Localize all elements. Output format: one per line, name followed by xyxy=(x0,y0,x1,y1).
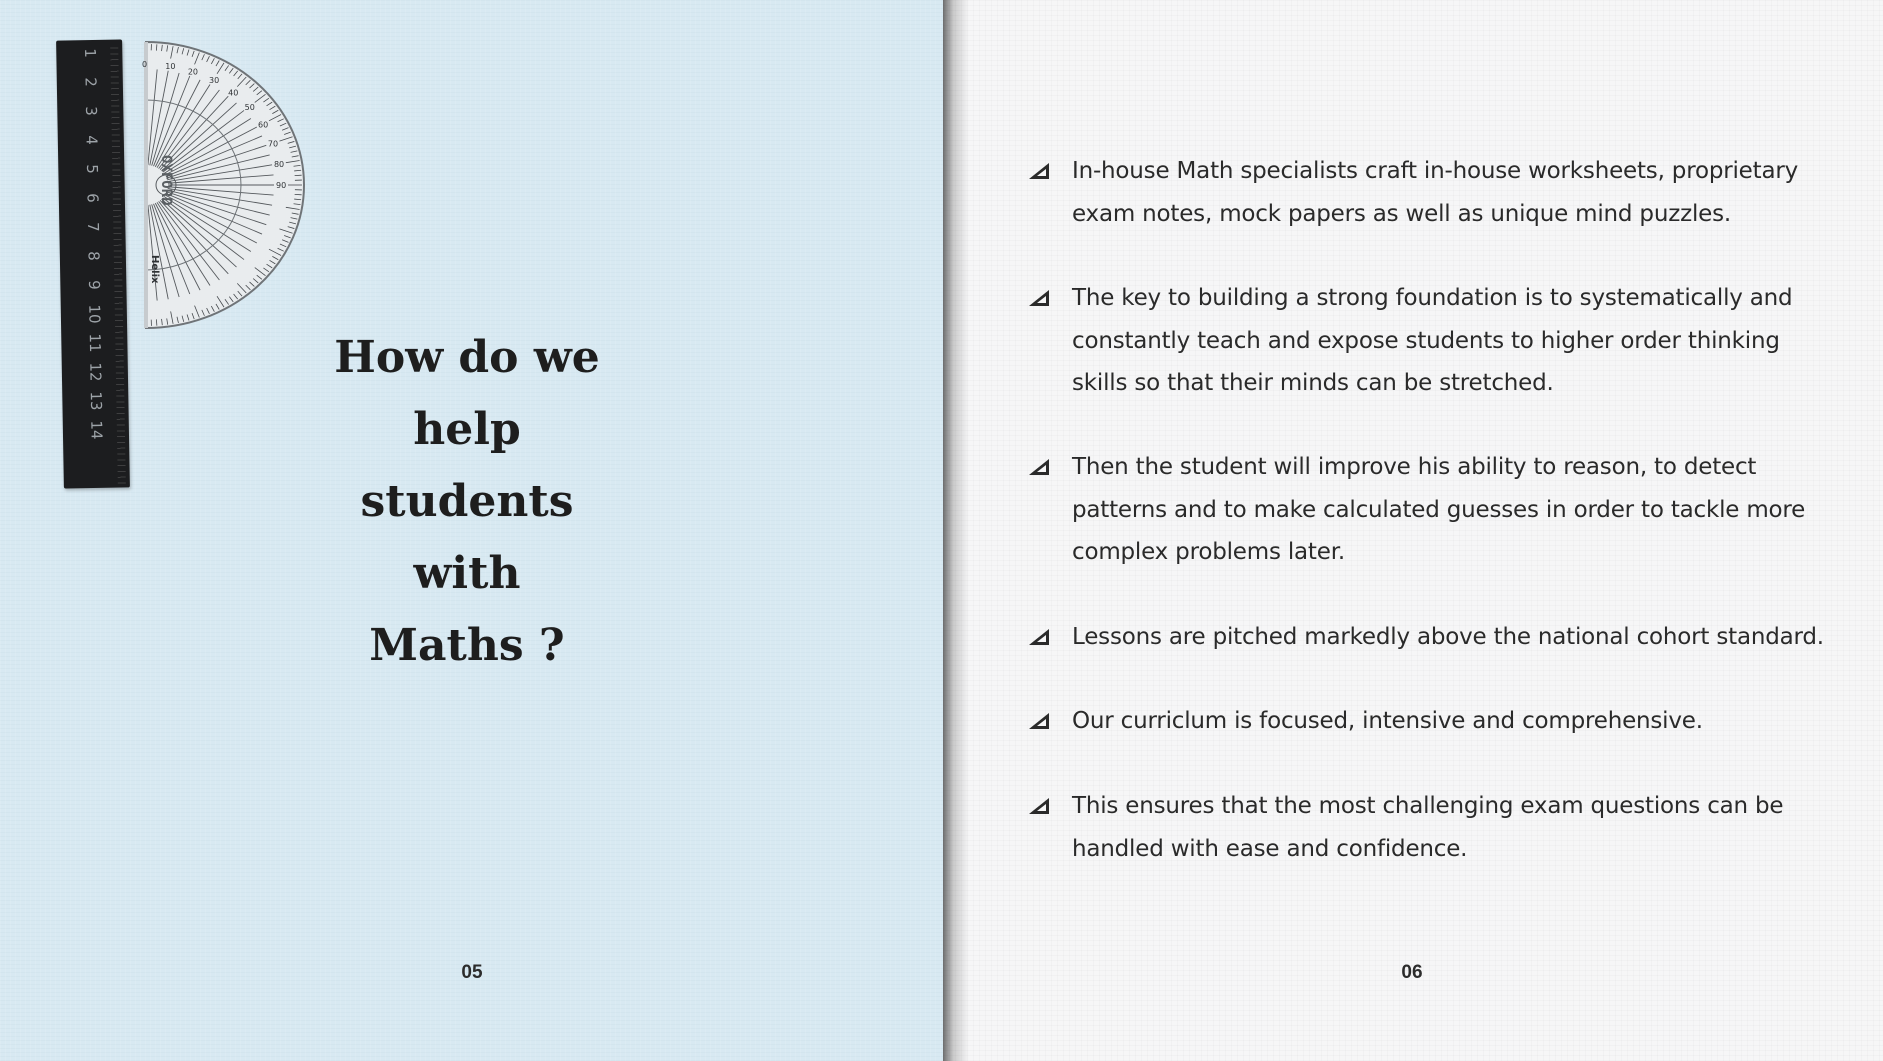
triangle-bullet-icon xyxy=(1028,277,1072,319)
title-line: students xyxy=(360,476,574,527)
ruler-mark: 5 xyxy=(83,164,102,174)
protractor-scale-label: 80 xyxy=(273,159,285,169)
bullet-line: skills so that their minds can be stretched. xyxy=(1072,370,1554,396)
ruler-mark: 11 xyxy=(86,333,105,353)
page-title xyxy=(300,322,634,682)
triangle-bullet-icon xyxy=(1028,700,1072,742)
bullet-line: This ensures that the most challenging exam questions can be xyxy=(1072,793,1784,819)
protractor-scale-label: 50 xyxy=(244,103,255,113)
protractor-maker: Helix xyxy=(149,255,160,284)
bullet-line: handled with ease and confidence. xyxy=(1072,835,1468,862)
ruler-mark: 2 xyxy=(81,77,100,87)
protractor-scale-label: 40 xyxy=(228,88,239,98)
bullet-line: The key to building a strong foundation is to systematically and xyxy=(1072,285,1793,311)
bullet-item xyxy=(1028,446,1828,574)
ruler-mark: 4 xyxy=(82,135,101,145)
bullet-line: constantly teach and expose students to higher order thinking xyxy=(1072,327,1780,354)
ruler-mark: 13 xyxy=(87,391,106,411)
page-number-left: 05 xyxy=(461,962,483,983)
ruler-mark: 12 xyxy=(86,362,106,382)
triangle-bullet-icon xyxy=(1028,785,1072,827)
bullet-item xyxy=(1028,616,1828,659)
ruler-image xyxy=(56,39,130,488)
protractor-scale-label: 90 xyxy=(276,181,287,190)
bullet-line: Our curriclum is focused, intensive and comprehensive. xyxy=(1072,708,1703,734)
protractor-scale-label: 60 xyxy=(258,120,269,130)
bullet-text xyxy=(1072,616,1824,659)
triangle-bullet-icon xyxy=(1028,446,1072,488)
title-line: Maths ? xyxy=(369,620,565,671)
bullet-item xyxy=(1028,785,1828,870)
bullet-line: Then the student will improve his ability to reason, to detect xyxy=(1072,454,1757,480)
page-number-right: 06 xyxy=(1401,962,1423,983)
ruler-mark: 6 xyxy=(83,193,102,203)
triangle-bullet-icon xyxy=(1028,150,1072,192)
bullet-text xyxy=(1072,446,1805,574)
title-line: with xyxy=(413,548,521,599)
triangle-bullet-icon xyxy=(1028,616,1072,658)
protractor-scale-label: 70 xyxy=(267,139,279,149)
bullet-text xyxy=(1072,785,1783,870)
title-line: help xyxy=(413,404,521,455)
ruler-mark: 8 xyxy=(84,251,103,261)
ruler-mark: 14 xyxy=(87,420,107,440)
bullet-text xyxy=(1072,700,1703,743)
ruler-mark: 1 xyxy=(81,48,100,58)
protractor-brand: OXFORD xyxy=(158,155,174,206)
ruler-mark: 7 xyxy=(84,222,103,232)
bullet-line: In-house Math specialists craft in-house worksheets, proprietary xyxy=(1072,158,1799,184)
bullet-line: exam notes, mock papers as well as unique mind puzzles. xyxy=(1072,200,1731,227)
title-line: How do we xyxy=(334,332,600,383)
ruler-mark: 3 xyxy=(82,106,101,116)
bullet-line: patterns and to make calculated guesses in order to tackle more xyxy=(1072,496,1806,523)
protractor-scale-label: 20 xyxy=(187,67,199,77)
protractor-scale-label: 30 xyxy=(209,76,220,86)
bullet-item xyxy=(1028,150,1828,235)
bullet-item xyxy=(1028,700,1828,743)
ruler-mark: 10 xyxy=(85,304,105,324)
bullet-text xyxy=(1072,277,1792,405)
ruler-mark: 9 xyxy=(85,280,104,290)
bullet-line: complex problems later. xyxy=(1072,539,1345,565)
protractor-scale-label: 10 xyxy=(165,61,176,71)
protractor-image xyxy=(140,40,310,330)
protractor-scale-label: 0 xyxy=(142,60,148,69)
gutter-shadow xyxy=(943,0,969,1061)
bullet-line: Lessons are pitched markedly above the national cohort standard. xyxy=(1072,624,1824,650)
bullet-item xyxy=(1028,277,1828,405)
bullet-text xyxy=(1072,150,1798,235)
